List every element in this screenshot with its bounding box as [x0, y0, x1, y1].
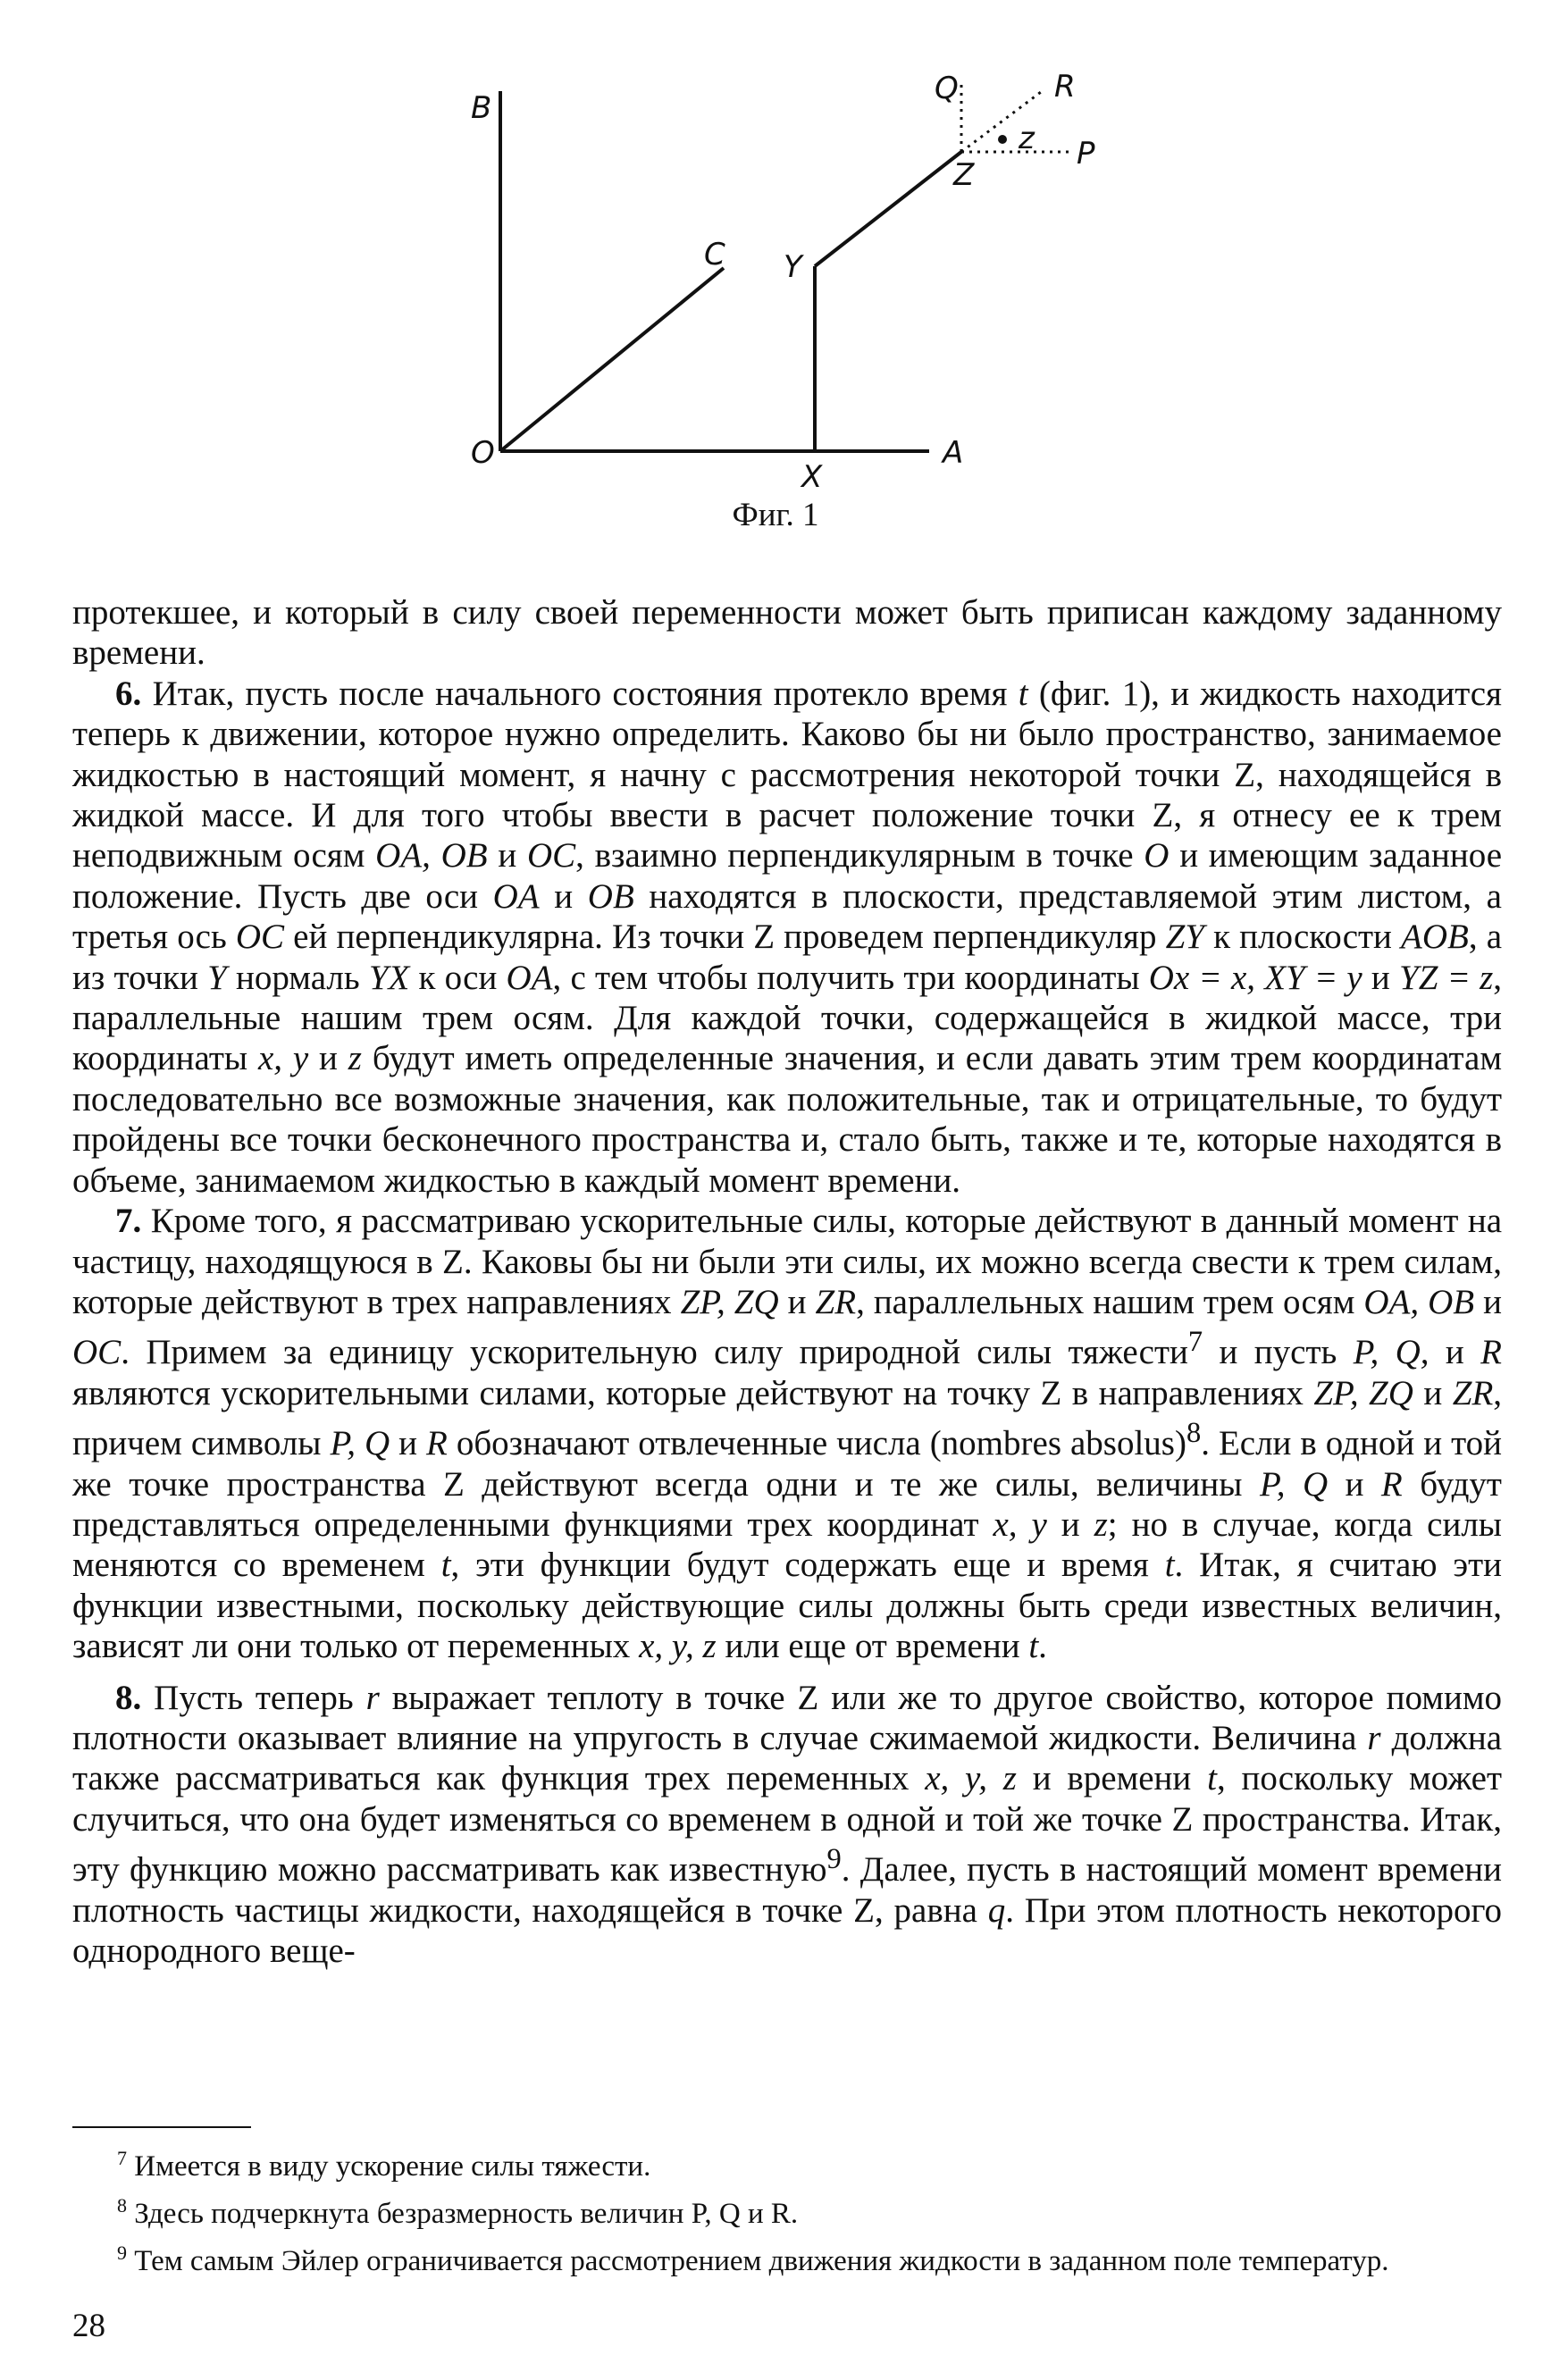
section-6: 6. Итак, пусть после начального состояния протекло время t (фиг. 1), и жидкость находится теперь к движении, которое нужно определить. Каково бы ни было пространство, занимаемое жидкостью в настоящий момент, я начну с рассмотрения некоторой точки Z, находящейся в жидкой массе. И для того чтобы ввести в расчет положение точки Z, я отнесу ее к трем неподвижным осям OA, OB и OC, взаимно перпендикулярным в точке O и имеющим заданное положение. Пусть две оси OA и OB находятся в плоскости, представляемой этим листом, а третья ось OC ей перпендикулярна. Из точки Z проведем перпендикуляр ZY к плоскости AOB, а из точки Y нормаль YX к оси OA, с тем чтобы получить три координаты Ox = x, XY = y и YZ = z, параллельные нашим трем осям. Для каждой точки, содержащейся в жидкой массе, три координаты x, y и z будут иметь определенные значения, и если давать этим трем координатам последовательно все возможные значения, как положительные, так и отрицательные, то будут пройдены все точки бесконечного пространства и, стало быть, также и те, которые находятся в объеме, занимаемом жидкостью в каждый момент времени. [72, 674, 1503, 1200]
paragraph-continued: протекшее, и который в силу своей переменности может быть приписан каждому заданному времени. [72, 593, 1502, 673]
footnote-ref-7: 7 [1187, 1326, 1203, 1359]
footnote-7: $^7$ Имеется в виду ускорение силы тяжести. [117, 2147, 651, 2183]
label-P: P [1077, 136, 1095, 172]
footnote-9: $^9$ Тем самым Эйлер ограничивается рассмотрением движения жидкости в заданном поле температур. [117, 2242, 1389, 2277]
label-R: R [1054, 69, 1076, 105]
segment-YZ [815, 152, 961, 266]
label-C: C [704, 237, 725, 272]
page-number: 28 [72, 2308, 105, 2344]
footnote-ref-8: 8 [1186, 1417, 1202, 1450]
label-Q: Q [935, 71, 959, 106]
label-A: A [943, 435, 964, 471]
label-B: B [471, 90, 492, 126]
figure-1-diagram [0, 0, 1551, 554]
body-text [72, 592, 1502, 1971]
point-z [998, 135, 1007, 144]
axis-OC [500, 268, 724, 451]
label-Z: Z [953, 157, 975, 193]
label-X: X [801, 459, 823, 495]
label-Y: Y [784, 249, 802, 285]
footnote-ref-9: 9 [826, 1843, 842, 1876]
figure-caption: Фиг. 1 [732, 497, 819, 533]
footnote-8: $^8$ Здесь подчеркнута безразмерность величин P, Q и R. [117, 2194, 799, 2230]
section-8: 8. Пусть теперь r выражает теплоту в точке Z или же то другое свойство, которое помимо плотности оказывает влияние на упругость в случае сжимаемой жидкости. Величина r должна также рассматриваться как функция трех переменных x, y, z и времени t, поскольку может случиться, что она будет изменяться со временем в одной и той же точке Z пространства. Итак, эту функцию можно рассматривать как известную$^9$. Далее, пусть в настоящий момент времени плотность частицы жидкости, находящейся в точке Z, равна q. При этом плотность некоторого однородного веще- [72, 1678, 1502, 1970]
label-z: z [1019, 121, 1035, 156]
footnotes [72, 2139, 1502, 2281]
footnote-rule [72, 2126, 251, 2128]
section-7: 7. Кроме того, я рассматриваю ускорительные силы, которые действуют в данный момент на частицу, находящуюся в Z. Каковы бы ни были эти силы, их можно всегда свести к трем силам, которые действуют в трех направлениях ZP, ZQ и ZR, параллельных нашим трем осям OA, OB и OC. Примем за единицу ускорительную силу природной силы тяжести$^7$ и пусть P, Q, и R являются ускорительными силами, которые действуют на точку Z в направлениях ZP, ZQ и ZR, причем символы P, Q и R обозначают отвлеченные числа (nombres absolus)$^8$. Если в одной и той же точке пространства Z действуют всегда одни и те же силы, величины P, Q и R будут представляться определенными функциями трех координат x, y и z; но в случае, когда силы меняются со временем t, эти функции будут содержать еще и время t. Итак, я считаю эти функции известными, поскольку действующие силы должны быть среди известных величин, зависят ли они только от переменных x, y, z или еще от времени t. [72, 1202, 1503, 1666]
label-O: O [471, 435, 495, 471]
